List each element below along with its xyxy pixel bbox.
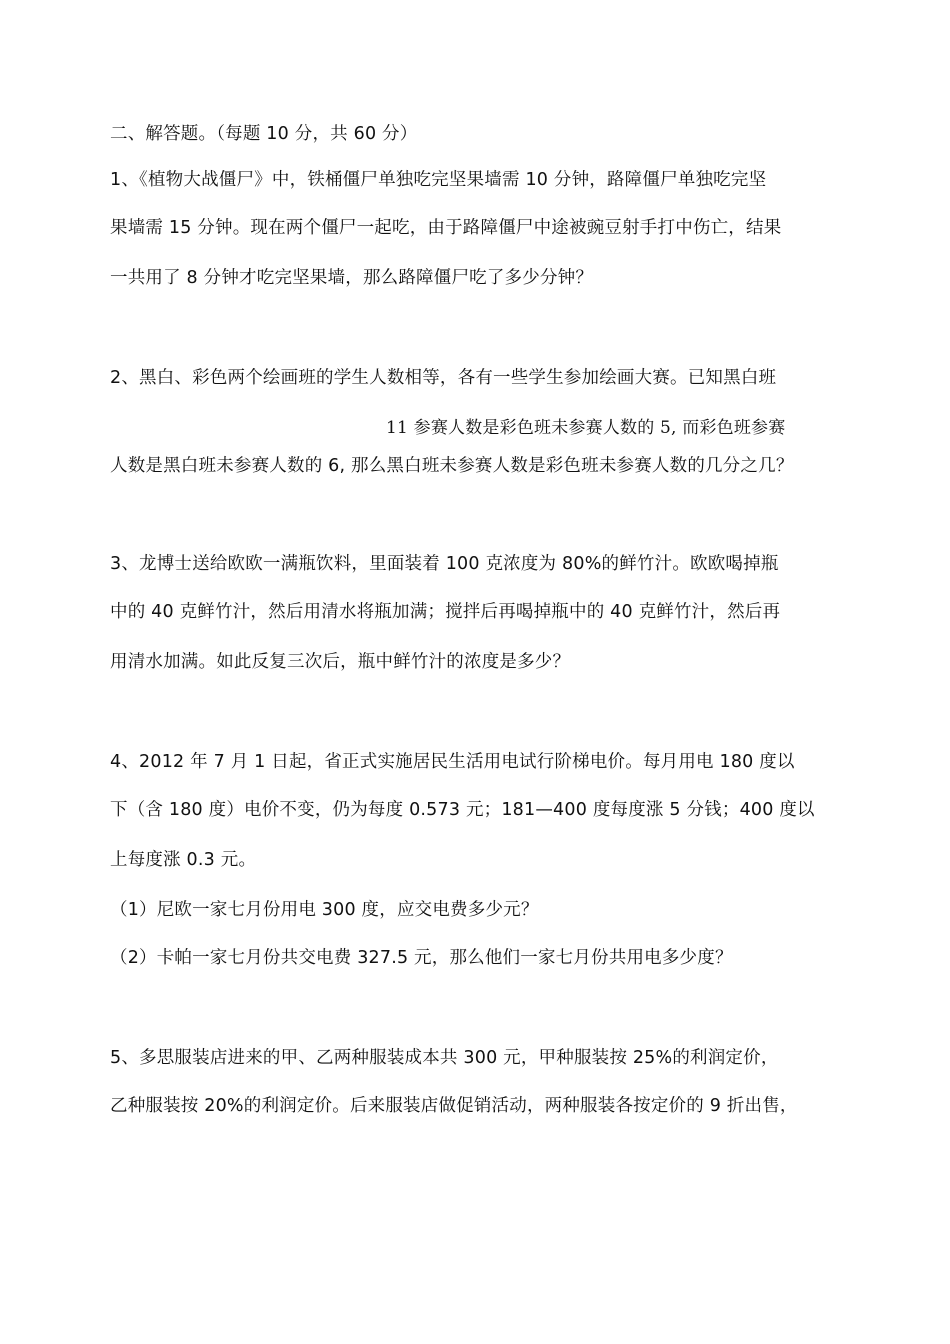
question-4-line-3: 上每度涨 0.3 元。	[110, 850, 257, 870]
question-2-line-1: 2、黑白、彩色两个绘画班的学生人数相等，各有一些学生参加绘画大赛。已知黑白班	[110, 368, 777, 388]
question-1-line-3: 一共用了 8 分钟才吃完坚果墙，那么路障僵尸吃了多少分钟？	[110, 268, 594, 288]
question-4-subquestion-2: （2）卡帕一家七月份共交电费 327.5 元，那么他们一家七月份共用电多少度？	[110, 948, 733, 968]
question-4-line-1: 4、2012 年 7 月 1 日起，省正式实施居民生活用电试行阶梯电价。每月用电 180 度以	[110, 752, 795, 772]
question-1-line-2: 果墙需 15 分钟。现在两个僵尸一起吃，由于路障僵尸中途被豌豆射手打中伤亡，结果	[110, 218, 782, 238]
section-heading: 二、解答题。（每题 10 分，共 60 分）	[110, 124, 418, 144]
question-5-line-2: 乙种服装按 20%的利润定价。后来服装店做促销活动，两种服装各按定价的 9 折出售，	[110, 1096, 798, 1116]
question-3-line-3: 用清水加满。如此反复三次后，瓶中鲜竹汁的浓度是多少？	[110, 652, 571, 672]
question-5-line-1: 5、多思服装店进来的甲、乙两种服装成本共 300 元，甲种服装按 25%的利润定价，	[110, 1048, 779, 1068]
question-3-line-1: 3、龙博士送给欧欧一满瓶饮料，里面装着 100 克浓度为 80%的鲜竹汁。欧欧喝掉瓶	[110, 554, 779, 574]
question-2-line-3: 人数是黑白班未参赛人数的 6, 那么黑白班未参赛人数是彩色班未参赛人数的几分之几？	[110, 456, 794, 476]
question-4-subquestion-1: （1）尼欧一家七月份用电 300 度，应交电费多少元？	[110, 900, 539, 920]
question-1-line-1: 1、《植物大战僵尸》中，铁桶僵尸单独吃完坚果墙需 10 分钟，路障僵尸单独吃完坚	[110, 170, 767, 190]
question-4-line-2: 下（含 180 度）电价不变，仍为每度 0.573 元；181—400 度每度涨 5 分钱；400 度以	[110, 800, 815, 820]
question-2-line-2: 11 参赛人数是彩色班未参赛人数的 5, 而彩色班参赛	[386, 418, 786, 438]
question-3-line-2: 中的 40 克鲜竹汁，然后用清水将瓶加满；搅拌后再喝掉瓶中的 40 克鲜竹汁，然后再	[110, 602, 781, 622]
